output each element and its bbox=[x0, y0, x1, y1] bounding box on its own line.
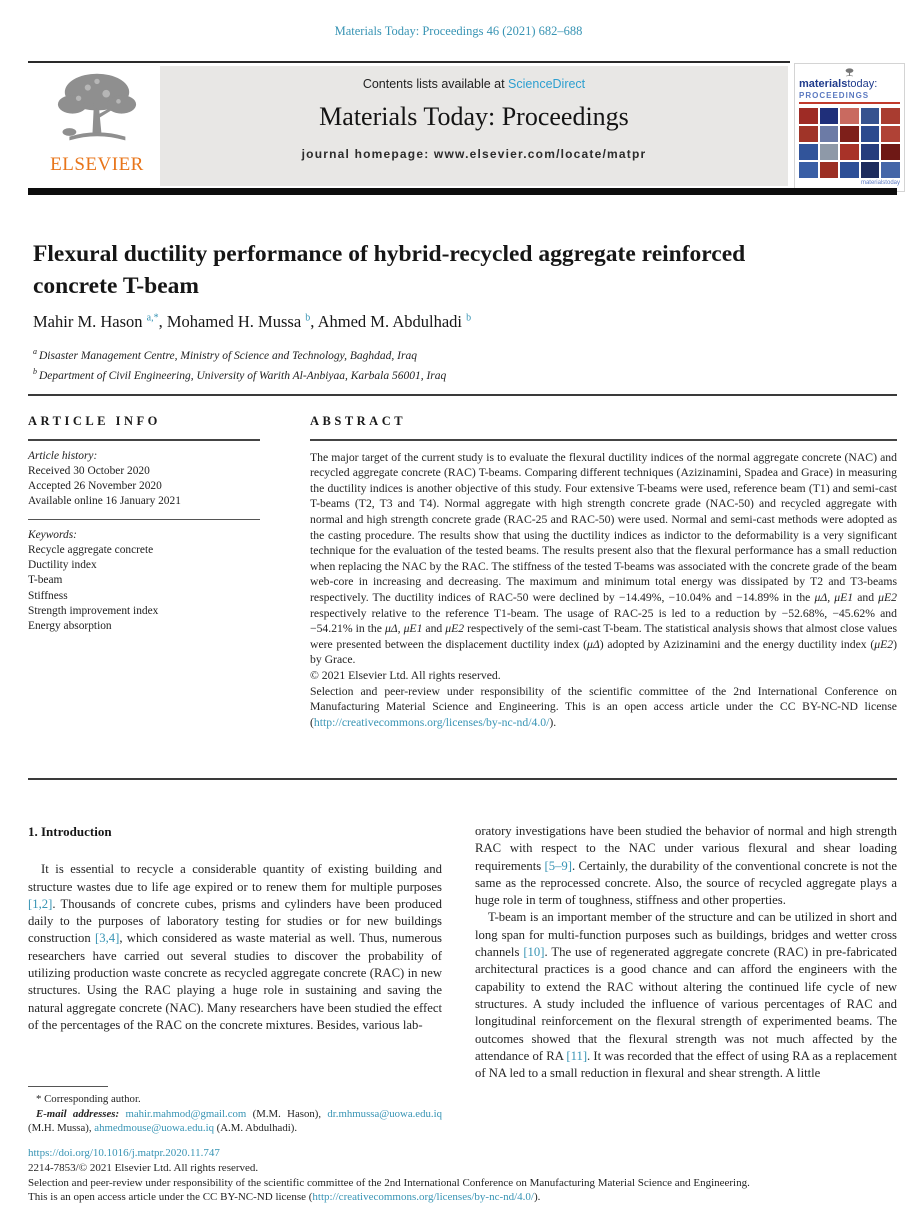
author-list: Mahir M. Hason $^{a,*}$, Mohamed H. Mussa $^b$, Ahmed M. Abdulhadi $^b$ bbox=[33, 312, 472, 331]
introduction-heading: 1. Introduction bbox=[28, 824, 112, 839]
cover-tile bbox=[799, 126, 818, 142]
header-thick-bar bbox=[28, 188, 897, 195]
journal-header-box bbox=[160, 66, 788, 186]
cover-tile bbox=[881, 108, 900, 124]
cover-tile bbox=[799, 108, 818, 124]
keyword-item: Ductility index bbox=[28, 559, 97, 572]
history-item: Received 30 October 2020 bbox=[28, 464, 150, 477]
cover-footer-text: materialstoday bbox=[860, 180, 900, 186]
inline-link[interactable]: http://creativecommons.org/licenses/by-nc-nd/4.0/ bbox=[313, 715, 550, 729]
journal-cover-thumbnail bbox=[794, 63, 905, 192]
cover-tile bbox=[820, 144, 839, 160]
article-info-column bbox=[28, 414, 260, 634]
abstract-selection-note: Selection and peer-review under responsibility of the scientific committee of the 2nd International Conference on Manufacturing Material Science and Engineering. This is an open access article under the CC BY-NC-ND license (http://creativecommons.org/licenses/by-nc-nd/4.0/). bbox=[310, 684, 897, 729]
abstract-rule bbox=[310, 439, 897, 441]
keyword-item: Recycle aggregate concrete bbox=[28, 543, 154, 556]
elsevier-tree-icon bbox=[51, 66, 143, 152]
journal-title: Materials Today: Proceedings bbox=[319, 102, 629, 131]
abstract-copyright: © 2021 Elsevier Ltd. All rights reserved. bbox=[310, 668, 501, 682]
inline-link[interactable]: [5–9] bbox=[544, 858, 572, 873]
cover-elsevier-mark-icon bbox=[844, 67, 855, 78]
cover-brand-bold: materials bbox=[799, 78, 848, 90]
history-label: Article history: bbox=[28, 449, 98, 462]
journal-homepage-line bbox=[160, 147, 788, 161]
cover-tile bbox=[881, 126, 900, 142]
cover-tile bbox=[799, 144, 818, 160]
cover-tile bbox=[861, 126, 880, 142]
cover-brand-regular: today: bbox=[847, 78, 878, 90]
corresponding-author-note: * Corresponding author. bbox=[36, 1093, 141, 1105]
article-info-rule bbox=[28, 439, 260, 441]
elsevier-logo bbox=[36, 66, 158, 186]
abstract-heading: ABSTRACT bbox=[310, 414, 407, 428]
contents-line bbox=[160, 77, 788, 91]
intro-paragraph: T-beam is an important member of the structure and can be utilized in short and long span for multi-function purposes such as buildings, bridges and wetter cross channels [10]. The use of regenerated aggregate concrete (RAC) in pre-fabricated architectural practices is a good chance and can afford the engineers with the capability to extend the RAC without altering the continued life cycle of new structures. A study included the influence of various percentages of RAC and longitudinal reinforcement on the flexural strength of experimented beams. The outcomes showed that the flexural strength was not much affected by the attendance of RA [11]. It was recorded that the effect of using RA as a replacement of NA led to a small reduction in flexural and shear strength. A little bbox=[475, 910, 897, 1081]
inline-link[interactable]: [10] bbox=[523, 945, 545, 960]
inline-link[interactable]: dr.mhmussa@uowa.edu.iq bbox=[327, 1107, 442, 1120]
keywords bbox=[28, 528, 260, 634]
email-addresses: E-mail addresses: mahir.mahmod@gmail.com (M.M. Hason), dr.mhmussa@uowa.edu.iq (M.H. Mussa), ahmedmouse@uowa.edu.iq (A.M. Abdulhadi). bbox=[28, 1107, 442, 1134]
cover-tile bbox=[861, 162, 880, 178]
keyword-item: Stiffness bbox=[28, 589, 68, 602]
history-item: Available online 16 January 2021 bbox=[28, 494, 181, 507]
abstract-body: The major target of the current study is to evaluate the flexural ductility indices of the normal aggregate concrete (NAC) and recycled aggregate concrete (RAC) T-beams. Comparing different techniques (Azizinamini, Spadea and Grace) in measuring the ductility indices is another objective of this study. Four extensive T-beams were used, reference beam (T1) and semi-cast T-beams (T2, T3 and T4). Normal aggregate with high strength concrete grade (NAC-50) and recycled aggregate with normal and high strength concrete grade (RAC-25 and RAC-50) were used. Normal and semi-cast methods were adopted as the casting procedure. The results show that using the ductility indices as indictor to the deformability is a very significant technique for the evaluation of the tested beams. The results present also that the flexural performance has a small reduction when replacing the NAC by the RAC. The stiffness of the tested T-beams was associated with the concrete grade of the beam web-core in increasing and decreasing. The maximum and minimum total energy was dissipated by T2 and T3-beams respectively. The ductility indices of RAC-50 were declined by −14.49%, −10.04% and −14.89% in the μΔ, μE1 and μE2 respectively relative to the reference T1-beam. The usage of RAC-25 is led to a reduction by −52.68%, −45.62% and −54.21% in the μΔ, μE1 and μE2 respectively of the semi-cast T-beam. The statistical analysis shows that almost close values were presented between the displacement ductility index (μΔ) adopted by Azizinamini and the energy ductility index (μE2) by Grace. bbox=[310, 450, 898, 667]
page-footer bbox=[28, 1146, 897, 1205]
cover-tile bbox=[840, 162, 859, 178]
doi-link[interactable]: https://doi.org/10.1016/j.matpr.2020.11.747 bbox=[28, 1147, 220, 1159]
cover-tile bbox=[861, 144, 880, 160]
sciencedirect-link[interactable]: ScienceDirect bbox=[508, 77, 586, 91]
cover-brand bbox=[799, 79, 900, 90]
elsevier-wordmark: ELSEVIER bbox=[50, 154, 144, 175]
body-column-right bbox=[475, 823, 897, 1082]
inline-link[interactable]: [11] bbox=[566, 1048, 588, 1063]
cover-subtitle: PROCEEDINGS bbox=[799, 91, 870, 100]
cover-tile bbox=[820, 162, 839, 178]
inline-link[interactable]: mahir.mahmod@gmail.com bbox=[125, 1107, 247, 1120]
article-title: Flexural ductility performance of hybrid-recycled aggregate reinforced concrete T-beam bbox=[33, 241, 746, 299]
inline-link[interactable]: http://creativecommons.org/licenses/by-nc-nd/4.0/ bbox=[312, 1191, 534, 1204]
keyword-item: Energy absorption bbox=[28, 620, 112, 632]
header-top-rule bbox=[28, 61, 790, 63]
article-history bbox=[28, 449, 260, 509]
cover-tile bbox=[820, 126, 839, 142]
body-divider bbox=[28, 778, 897, 780]
cover-tiles bbox=[799, 108, 900, 178]
history-item: Accepted 26 November 2020 bbox=[28, 479, 162, 492]
corresponding-author-footnote bbox=[28, 1086, 442, 1136]
issn-copyright-line: 2214-7853/© 2021 Elsevier Ltd. All rights reserved. bbox=[28, 1161, 259, 1174]
cover-tile bbox=[799, 162, 818, 178]
affiliations bbox=[33, 344, 446, 385]
cover-tile bbox=[840, 144, 859, 160]
contents-prefix: Contents lists available at bbox=[362, 77, 509, 91]
inline-link[interactable]: [1,2] bbox=[28, 896, 53, 911]
cover-red-rule bbox=[799, 102, 900, 104]
selection-line: Selection and peer-review under responsibility of the scientific committee of the 2nd International Conference on Manufacturing Material Science and Engineering. bbox=[28, 1176, 750, 1189]
body-column-left bbox=[28, 823, 442, 1034]
cover-tile bbox=[840, 126, 859, 142]
cover-tile bbox=[820, 108, 839, 124]
cover-tile bbox=[881, 144, 900, 160]
inline-link[interactable]: [3,4] bbox=[95, 931, 120, 946]
keyword-item: T-beam bbox=[28, 574, 63, 587]
license-line: This is an open access article under the CC BY-NC-ND license (http://creativecommons.org/licenses/by-nc-nd/4.0/). bbox=[28, 1191, 541, 1204]
keywords-label: Keywords: bbox=[28, 528, 77, 541]
affiliation-line: $^b$ Department of Civil Engineering, University of Warith Al-Anbiyaa, Karbala 56001, Iraq bbox=[33, 367, 447, 383]
journal-citation-banner: Materials Today: Proceedings 46 (2021) 682–688 bbox=[334, 24, 583, 38]
section-divider bbox=[28, 394, 897, 396]
homepage-url-link[interactable]: www.elsevier.com/locate/matpr bbox=[433, 147, 647, 161]
intro-paragraph: oratory investigations have been studied the behavior of normal and high strength RAC with respect to the NAC under various flexural and shear loading requirements [5–9]. Certainly, the durability of the conventional concrete is not the same as the reprocessed concrete. Also, the source of recycled aggregate plays a huge role in term of toughness, stiffness and other properties. bbox=[475, 824, 897, 908]
keyword-item: Strength improvement index bbox=[28, 604, 159, 617]
cover-tile bbox=[881, 162, 900, 178]
article-info-heading: ARTICLE INFO bbox=[28, 414, 161, 428]
intro-paragraph: It is essential to recycle a considerable quantity of existing building and structure wastes due to life age expired or to renew them for multiple purposes [1,2]. Thousands of concrete cubes, prisms and cylinders have been produced daily to the purposes of laboratory testing for studies or for new buildings construction [3,4], which considered as waste material as well. Thus, numerous researchers have carried out several studies to discover the probability of utilizing production waste concrete as recycled aggregate concrete (RAC) in new structures. Using the RAC playing a huge role in sustaining and saving the natural aggregate concrete (NAC). Many researchers have been studied the effect of the percentages of the RAC on the concrete mixtures. Besides, various lab- bbox=[28, 862, 442, 1032]
cover-tile bbox=[840, 108, 859, 124]
footnote-rule bbox=[28, 1086, 108, 1087]
cover-tile bbox=[861, 108, 880, 124]
inline-link[interactable]: ahmedmouse@uowa.edu.iq bbox=[94, 1122, 214, 1134]
homepage-label: journal homepage: bbox=[301, 147, 434, 161]
affiliation-line: $^a$ Disaster Management Centre, Ministry of Science and Technology, Baghdad, Iraq bbox=[33, 347, 417, 362]
keywords-rule bbox=[28, 519, 260, 520]
abstract-column bbox=[310, 414, 897, 730]
